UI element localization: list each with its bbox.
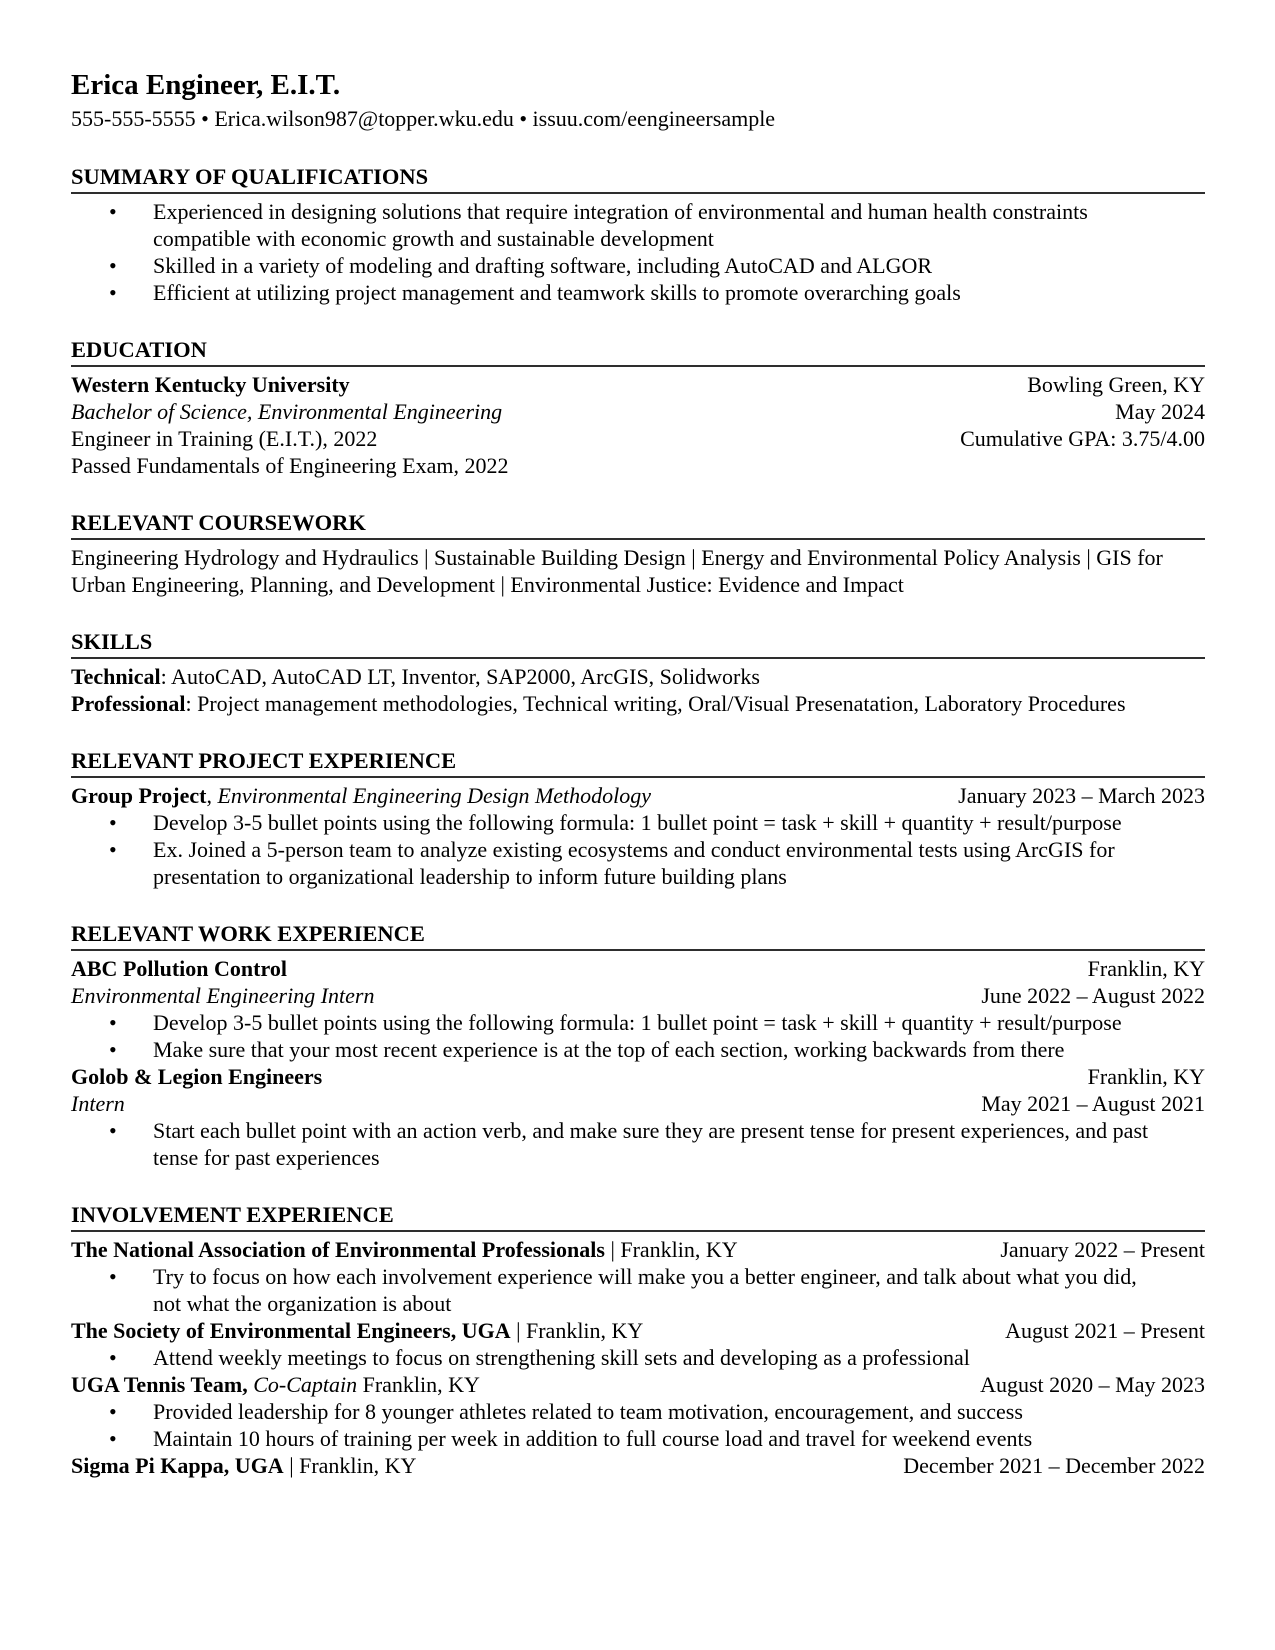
section-title-project-experience: RELEVANT PROJECT EXPERIENCE — [71, 748, 1205, 778]
education-row — [71, 398, 1205, 425]
involvement-date-range: December 2021 – December 2022 — [903, 1453, 1205, 1478]
project-date-range: January 2023 – March 2023 — [958, 783, 1205, 808]
bullet-item: • Try to focus on how each involvement experience will make you a better engineer, and talk about what you did, not what the organization is about — [71, 1263, 1205, 1317]
org-role: Co-Captain — [253, 1372, 358, 1397]
summary-bullets — [71, 194, 1205, 306]
section-work-experience — [71, 921, 1205, 1171]
bullet-item: • Skilled in a variety of modeling and drafting software, including AutoCAD and ALGOR — [71, 252, 1205, 279]
org-location: | Franklin, KY — [510, 1318, 644, 1343]
contact-line: 555-555-5555 • Erica.wilson987@topper.wku.edu • issuu.com/eengineersample — [71, 106, 776, 131]
work-role-row — [71, 1090, 1205, 1117]
involvement-org-line — [71, 1236, 1000, 1263]
coursework-list: Engineering Hydrology and Hydraulics | Sustainable Building Design | Energy and Environmental Policy Analysis | GIS for Urban Engineering, Planning, and Development | Environmental Justice: Evidence and Impact — [71, 545, 1163, 597]
involvement-org-line — [71, 1452, 903, 1479]
project-header-row — [71, 782, 1205, 809]
org-name: UGA Tennis Team, — [71, 1372, 248, 1397]
education-row — [71, 371, 1205, 398]
school-name: Western Kentucky University — [71, 372, 350, 397]
involvement-date-range: January 2022 – Present — [1000, 1237, 1205, 1262]
work-company-row — [71, 1063, 1205, 1090]
candidate-name: Erica Engineer, E.I.T. — [71, 69, 341, 101]
company-location: Franklin, KY — [1087, 1064, 1205, 1089]
education-row — [71, 425, 1205, 452]
involvement-bullets — [71, 1263, 1205, 1317]
project-role: Environmental Engineering Design Methodology — [217, 783, 652, 808]
org-name: Sigma Pi Kappa, UGA — [71, 1453, 284, 1478]
section-title-education: EDUCATION — [71, 337, 1205, 367]
skills-label: Technical — [71, 664, 161, 689]
work-body — [71, 951, 1205, 1171]
section-title-coursework: RELEVANT COURSEWORK — [71, 510, 1205, 540]
involvement-org-line — [71, 1317, 1005, 1344]
org-location: Franklin, KY — [362, 1372, 480, 1397]
degree-name: Bachelor of Science, Environmental Engineering — [71, 399, 503, 424]
involvement-bullets — [71, 1398, 1205, 1452]
org-name: The Society of Environmental Engineers, UGA — [71, 1318, 511, 1343]
bullet-item: • Efficient at utilizing project management and teamwork skills to promote overarching goals — [71, 279, 1205, 306]
section-title-work-experience: RELEVANT WORK EXPERIENCE — [71, 921, 1205, 951]
bullet-item: • Start each bullet point with an action verb, and make sure they are present tense for present experiences, and past tense for past experiences — [71, 1117, 1205, 1171]
section-summary — [71, 164, 1205, 306]
involvement-body — [71, 1232, 1205, 1479]
job-date-range: May 2021 – August 2021 — [981, 1091, 1205, 1116]
org-location: | Franklin, KY — [604, 1237, 738, 1262]
bullet-item: • Experienced in designing solutions that require integration of environmental and human health constraints compatible with economic growth and sustainable development — [71, 198, 1205, 252]
involvement-org-line — [71, 1371, 980, 1398]
work-company-row — [71, 955, 1205, 982]
section-education — [71, 337, 1205, 479]
company-name: Golob & Legion Engineers — [71, 1064, 323, 1089]
education-row — [71, 452, 1205, 479]
skills-values: : Project management methodologies, Technical writing, Oral/Visual Presenatation, Laboratory Procedures — [185, 691, 1126, 716]
bullet-item: • Attend weekly meetings to focus on strengthening skill sets and developing as a professional — [71, 1344, 1205, 1371]
skills-values: : AutoCAD, AutoCAD LT, Inventor, SAP2000, ArcGIS, Solidworks — [160, 664, 760, 689]
project-title-line — [71, 782, 958, 809]
skills-label: Professional — [71, 691, 186, 716]
involvement-header-row — [71, 1371, 1205, 1398]
job-title: Intern — [71, 1091, 125, 1116]
skills-row-professional — [71, 690, 1205, 717]
section-title-involvement: INVOLVEMENT EXPERIENCE — [71, 1202, 1205, 1232]
involvement-date-range: August 2021 – Present — [1005, 1318, 1205, 1343]
section-title-summary: SUMMARY OF QUALIFICATIONS — [71, 164, 1205, 194]
org-location: | Franklin, KY — [283, 1453, 417, 1478]
bullet-item: • Develop 3-5 bullet points using the following formula: 1 bullet point = task + skill + quantity + result/purpose — [71, 1009, 1205, 1036]
bullet-item: • Ex. Joined a 5-person team to analyze existing ecosystems and conduct environmental tests using ArcGIS for presentation to organizational leadership to inform future building plans — [71, 836, 1205, 890]
graduation-date: May 2024 — [1115, 399, 1205, 424]
credential-line: Passed Fundamentals of Engineering Exam, 2022 — [71, 453, 509, 478]
work-role-row — [71, 982, 1205, 1009]
resume-header — [71, 68, 1205, 133]
org-name: The National Association of Environmental Professionals — [71, 1237, 605, 1262]
bullet-item: • Provided leadership for 8 younger athletes related to team motivation, encouragement, and success — [71, 1398, 1205, 1425]
job-date-range: June 2022 – August 2022 — [981, 983, 1205, 1008]
skills-body — [71, 659, 1205, 717]
bullet-item: • Develop 3-5 bullet points using the following formula: 1 bullet point = task + skill + quantity + result/purpose — [71, 809, 1205, 836]
job-title: Environmental Engineering Intern — [71, 983, 375, 1008]
work-bullets — [71, 1117, 1205, 1171]
project-bullets — [71, 809, 1205, 890]
involvement-header-row — [71, 1452, 1205, 1479]
involvement-header-row — [71, 1236, 1205, 1263]
bullet-item: • Maintain 10 hours of training per week in addition to full course load and travel for weekend events — [71, 1425, 1205, 1452]
involvement-bullets — [71, 1344, 1205, 1371]
gpa-value: Cumulative GPA: 3.75/4.00 — [960, 426, 1205, 451]
section-coursework — [71, 510, 1205, 598]
work-bullets — [71, 1009, 1205, 1063]
company-location: Franklin, KY — [1087, 956, 1205, 981]
credential-line: Engineer in Training (E.I.T.), 2022 — [71, 426, 378, 451]
involvement-date-range: August 2020 – May 2023 — [980, 1372, 1205, 1397]
separator: , — [206, 783, 218, 808]
project-name: Group Project — [71, 783, 207, 808]
project-body — [71, 778, 1205, 890]
section-title-skills: SKILLS — [71, 629, 1205, 659]
company-name: ABC Pollution Control — [71, 956, 287, 981]
section-skills — [71, 629, 1205, 717]
involvement-header-row — [71, 1317, 1205, 1344]
education-body — [71, 367, 1205, 479]
skills-row-technical — [71, 663, 1205, 690]
section-involvement — [71, 1202, 1205, 1479]
school-location: Bowling Green, KY — [1027, 372, 1205, 397]
bullet-item: • Make sure that your most recent experience is at the top of each section, working backwards from there — [71, 1036, 1205, 1063]
section-project-experience — [71, 748, 1205, 890]
